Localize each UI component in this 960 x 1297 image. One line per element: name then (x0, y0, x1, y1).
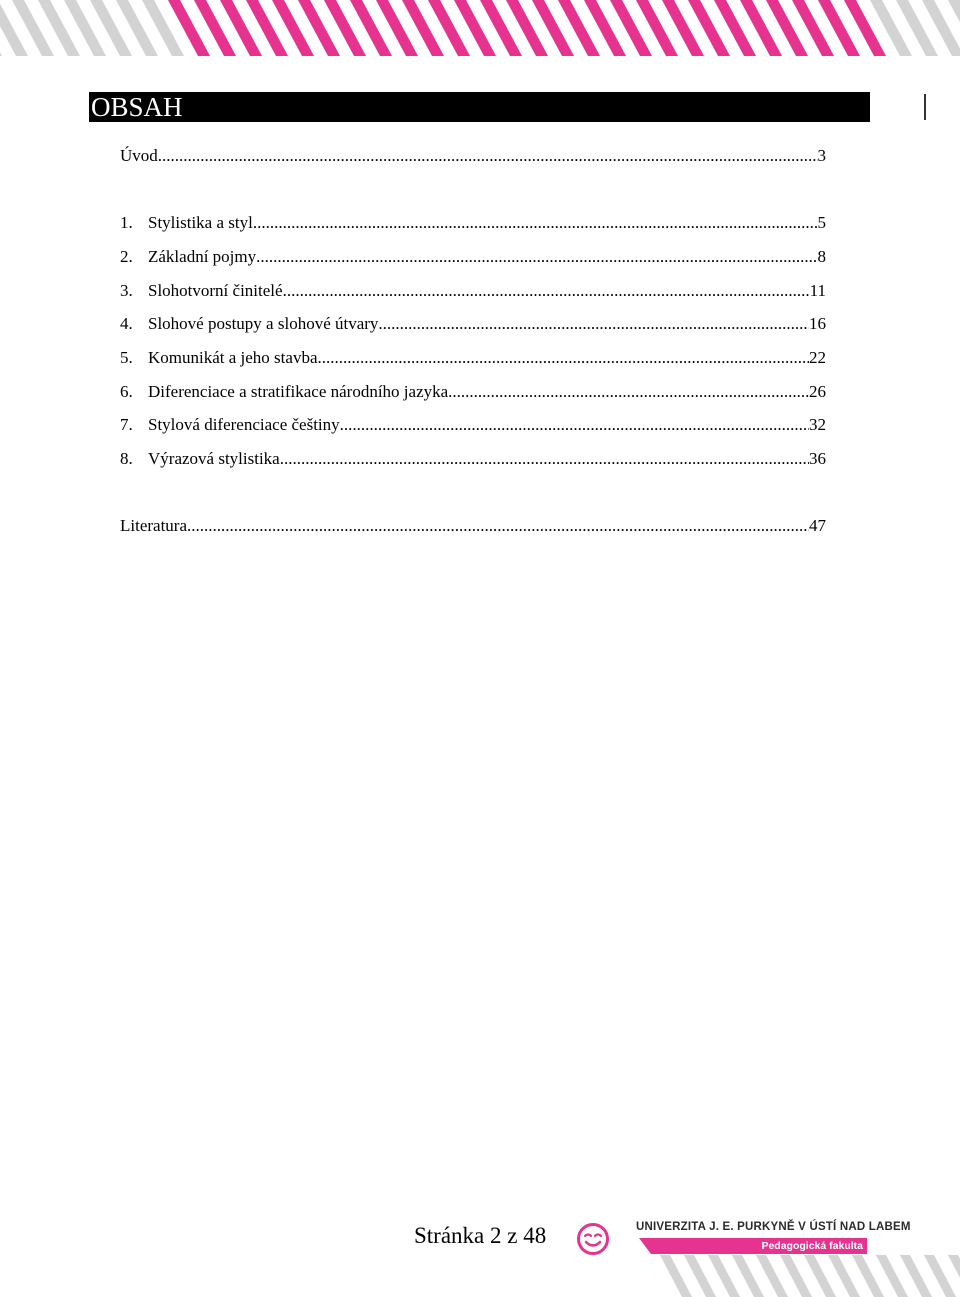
toc-entry-label: Slohotvorní činitelé (148, 281, 283, 300)
toc-leader-dots (318, 346, 810, 370)
toc-entry-7[interactable] (120, 413, 826, 437)
toc-entry-label: Slohové postupy a slohové útvary (148, 314, 379, 333)
toc-entry-label: Stylová diferenciace češtiny (148, 415, 340, 434)
toc-entry-uvod[interactable] (120, 144, 826, 168)
toc-entry-label: Základní pojmy (148, 247, 257, 266)
university-name: UNIVERZITA J. E. PURKYNĚ V ÚSTÍ NAD LABEM (636, 1221, 911, 1233)
toc-entry-8[interactable] (120, 447, 826, 471)
stripe (852, 1255, 884, 1297)
toc-entry-page: 47 (809, 516, 826, 535)
toc-leader-dots (448, 380, 809, 404)
toc-entry-page: 11 (809, 281, 826, 300)
toc-leader-dots (378, 312, 809, 336)
toc-entry-page: 36 (809, 449, 826, 468)
stripe (876, 1255, 908, 1297)
toc-entry-page: 3 (817, 146, 826, 165)
toc-entry-number: 8. (120, 449, 133, 468)
toc-leader-dots (280, 447, 809, 471)
page-number: Stránka 2 z 48 (414, 1223, 547, 1248)
stripe (756, 1255, 788, 1297)
toc-leader-dots (283, 279, 810, 303)
toc-entry-number: 4. (120, 314, 133, 333)
toc-entry-1[interactable] (120, 211, 826, 235)
toc-leader-dots (340, 413, 809, 437)
toc-entry-5[interactable] (120, 346, 826, 370)
toc-entry-page: 26 (809, 382, 826, 401)
title-bar (89, 92, 870, 122)
toc-entry-number: 6. (120, 382, 133, 401)
toc-entry-number: 7. (120, 415, 133, 434)
faculty-name: Pedagogická fakulta (761, 1240, 863, 1252)
stripe (684, 1255, 716, 1297)
toc-entry-4[interactable] (120, 312, 826, 336)
toc-entry-label: Literatura (120, 516, 188, 535)
toc-entry-label: Výrazová stylistika (148, 449, 280, 468)
footer-stripes (660, 1255, 960, 1297)
toc-entry-page: 16 (809, 314, 826, 333)
header-stripes (0, 0, 960, 56)
toc-leader-dots (253, 211, 818, 235)
toc-leader-dots (158, 144, 818, 168)
stripe (900, 1255, 932, 1297)
toc-entry-number: 5. (120, 348, 133, 367)
toc-entry-page: 32 (809, 415, 826, 434)
toc-entry-2[interactable] (120, 245, 826, 269)
stripe (924, 1255, 956, 1297)
toc-entry-number: 2. (120, 247, 133, 266)
toc-entry-page: 22 (809, 348, 826, 367)
toc-entry-label: Komunikát a jeho stavba (148, 348, 318, 367)
title-bar-divider (924, 94, 926, 120)
stripe (708, 1255, 740, 1297)
toc-entry-page: 8 (817, 247, 826, 266)
smiley-face-icon (576, 1222, 610, 1256)
stripe (732, 1255, 764, 1297)
stripe (828, 1255, 860, 1297)
toc-leader-dots (256, 245, 817, 269)
toc-entry-number: 1. (120, 213, 133, 232)
page-title: OBSAH (91, 92, 183, 122)
stripe (804, 1255, 836, 1297)
toc-entry-6[interactable] (120, 380, 826, 404)
faculty-label-box (639, 1238, 867, 1254)
toc-entry-label: Stylistika a styl (148, 213, 253, 232)
stripe (660, 1255, 692, 1297)
stripe (780, 1255, 812, 1297)
toc-leader-dots (187, 514, 809, 538)
toc-entry-label: Úvod (120, 146, 158, 165)
toc-entry-number: 3. (120, 281, 133, 300)
toc-entry-page: 5 (817, 213, 826, 232)
toc-entry-3[interactable] (120, 279, 826, 303)
toc-entry-literatura[interactable] (120, 514, 826, 538)
toc-entry-label: Diferenciace a stratifikace národního jazyka (148, 382, 449, 401)
